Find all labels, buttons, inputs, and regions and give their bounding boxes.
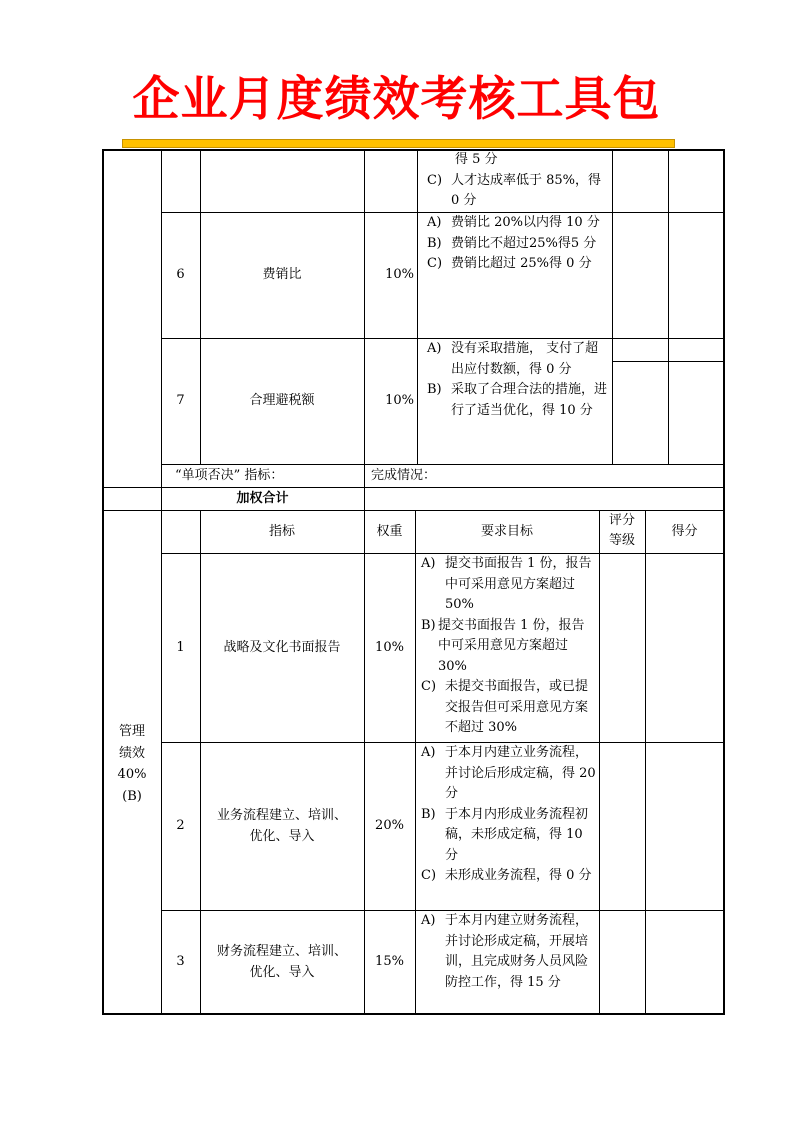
score-input[interactable] <box>646 554 724 742</box>
rating-input[interactable] <box>613 362 668 464</box>
rating-input[interactable] <box>600 554 645 742</box>
rating-input[interactable] <box>613 213 668 338</box>
header-requirement: 要求目标 <box>480 524 533 539</box>
indicator-name: 业务流程建立、培训、 优化、导入 <box>216 808 347 844</box>
score-input[interactable] <box>669 362 724 464</box>
score-input[interactable] <box>646 911 724 1013</box>
weighted-total-input[interactable] <box>365 488 724 510</box>
header-weight: 权重 <box>376 524 403 539</box>
requirement-cell: A) 提交书面报告 1 份，报告中可采用意见方案超过 50% B) 提交书面报告 1 份，报告中可采用意见方案超过 30% C) 未提交书面报告，或已提交报告但可采用意见方案不超过 30% <box>421 556 592 735</box>
requirement-cell: A) 于本月内建立财务流程，并讨论形成定稿，开展培训，且完成财务人员风险防控工作，得 15 分 <box>421 913 589 990</box>
row-index: 3 <box>176 954 185 969</box>
management-performance-category: 管理 绩效 40% (B) <box>117 724 147 804</box>
completion-status-input[interactable] <box>440 465 724 487</box>
score-input[interactable] <box>646 743 724 910</box>
weight-value: 10% <box>385 393 414 408</box>
requirement-cell: A) 于本月内建立业务流程，并讨论后形成定稿，得 20 分 B) 于本月内形成业务流程初稿，未形成定稿，得 10 分 C) 未形成业务流程，得 0 分 <box>421 745 596 883</box>
requirement-cell: A) 费销比 20%以内得 10 分 B) 费销比不超过25%得5 分 C) 费销比超过 25%得 0 分 <box>427 215 600 271</box>
indicator-name: 合理避税额 <box>249 393 315 408</box>
row-index: 6 <box>176 267 185 282</box>
title-underline-bar <box>122 139 675 148</box>
rating-input[interactable] <box>600 911 645 1013</box>
weight-value: 20% <box>375 818 404 833</box>
indicator-name: 战略及文化书面报告 <box>223 640 341 655</box>
weighted-total-label: 加权合计 <box>236 491 289 506</box>
document-title: 企业月度绩效考核工具包 <box>132 72 661 127</box>
requirement-cell: 得 5 分 C) 人才达成率低于 85%，得 0 分 <box>427 152 602 208</box>
indicator-name: 财务流程建立、培训、 优化、导入 <box>216 944 347 980</box>
rating-input[interactable] <box>600 743 645 910</box>
veto-indicator-label: “单项否决” 指标： <box>175 468 284 483</box>
score-input[interactable] <box>669 213 724 338</box>
row-index: 7 <box>176 393 185 408</box>
indicator-name: 费销比 <box>262 267 302 282</box>
header-indicator: 指标 <box>268 524 295 539</box>
row-index: 1 <box>176 640 185 655</box>
weight-value: 10% <box>375 640 404 655</box>
completion-status-label: 完成情况： <box>371 468 437 483</box>
weight-value: 10% <box>385 267 414 282</box>
weight-value: 15% <box>375 954 404 969</box>
requirement-cell: A) 没有采取措施， 支付了超出应付数额，得 0 分 B) 采取了合理合法的措施，进行了适当优化，得 10 分 <box>427 341 608 418</box>
row-index: 2 <box>176 818 185 833</box>
header-rating-level: 评分 等级 <box>608 513 635 548</box>
header-score: 得分 <box>671 524 698 539</box>
